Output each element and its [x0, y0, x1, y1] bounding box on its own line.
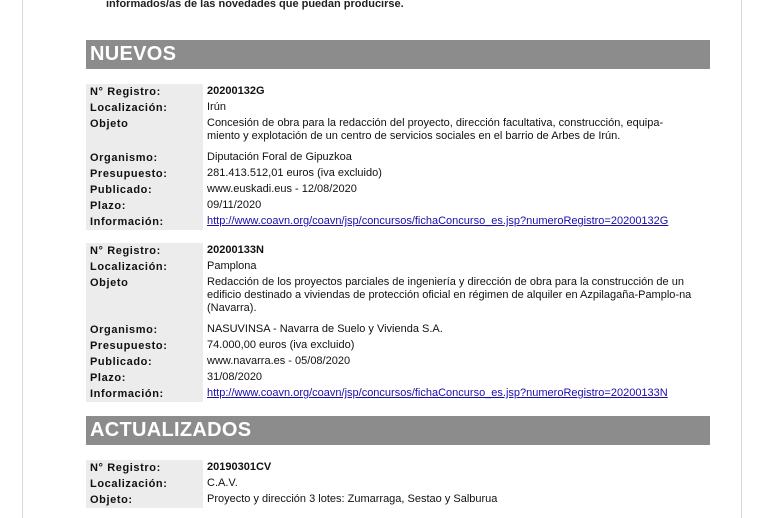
- plazo-label: Plazo:: [86, 370, 203, 386]
- organismo-value: NASUVINSA - Navarra de Suelo y Vivienda S.A.: [207, 323, 443, 335]
- localizacion-label: Localización:: [86, 476, 203, 492]
- objeto-label: Objeto: [86, 116, 203, 150]
- presupuesto-label: Presupuesto:: [86, 166, 203, 182]
- publicado-label: Publicado:: [86, 182, 203, 198]
- organismo-label: Organismo:: [86, 150, 203, 166]
- objeto-row: [86, 492, 710, 508]
- objeto-row: [86, 116, 710, 150]
- registro-label: N° Registro:: [86, 84, 203, 100]
- informacion-row: [86, 386, 710, 402]
- localizacion-label: Localización:: [86, 100, 203, 116]
- organismo-row: [86, 322, 710, 338]
- localizacion-row: [86, 476, 710, 492]
- publicado-row: [86, 182, 710, 198]
- informacion-label: Información:: [86, 386, 203, 402]
- objeto-value: Proyecto y dirección 3 lotes: Zumarraga, Sestao y Salburua: [207, 493, 498, 505]
- informacion-link[interactable]: http://www.coavn.org/coavn/jsp/concursos/fichaConcurso_es.jsp?numeroRegistro=20200133N: [207, 387, 668, 399]
- plazo-label: Plazo:: [86, 198, 203, 214]
- plazo-value: 09/11/2020: [207, 199, 262, 211]
- objeto-value: Redacción de los proyectos parciales de ingeniería y dirección de obra para la construcción de un edificio destinado a viviendas de protección oficial en régimen de alquiler en Azpilagaña-Pamplo-na (Navarra).: [207, 276, 692, 314]
- plazo-row: [86, 198, 710, 214]
- registro-value: 20200132G: [207, 85, 265, 97]
- section-title-actualizados: ACTUALIZADOS: [90, 419, 252, 441]
- record-20200133N: [86, 243, 710, 402]
- registro-row: [86, 84, 710, 100]
- section-underline: [203, 445, 710, 446]
- presupuesto-value: 74.000,00 euros (iva excluido): [207, 339, 355, 351]
- publicado-row: [86, 354, 710, 370]
- informacion-value: [203, 214, 710, 230]
- localizacion-label: Localización:: [86, 259, 203, 275]
- presupuesto-label: Presupuesto:: [86, 338, 203, 354]
- objeto-label: Objeto: [86, 275, 203, 322]
- informacion-row: [86, 214, 710, 230]
- registro-value: 20200133N: [207, 244, 264, 256]
- localizacion-value: Pamplona: [207, 260, 257, 272]
- registro-value: 20190301CV: [207, 461, 272, 473]
- section-header-nuevos: [86, 40, 710, 69]
- informacion-link[interactable]: http://www.coavn.org/coavn/jsp/concursos/fichaConcurso_es.jsp?numeroRegistro=20200132G: [207, 215, 669, 227]
- objeto-row: [86, 275, 710, 322]
- record-20190301CV: [86, 460, 710, 508]
- registro-label: N° Registro:: [86, 460, 203, 476]
- registro-row: [86, 460, 710, 476]
- presupuesto-row: [86, 338, 710, 354]
- localizacion-row: [86, 100, 710, 116]
- objeto-label: Objeto:: [86, 492, 203, 508]
- localizacion-value: C.A.V.: [207, 477, 238, 489]
- registro-label: N° Registro:: [86, 243, 203, 259]
- presupuesto-value: 281.413.512,01 euros (iva excluido): [207, 167, 382, 179]
- localizacion-value: Irún: [207, 101, 226, 113]
- publicado-value: www.navarra.es - 05/08/2020: [207, 355, 351, 367]
- record-20200132G: [86, 84, 710, 230]
- localizacion-row: [86, 259, 710, 275]
- organismo-value: Diputación Foral de Gipuzkoa: [207, 151, 352, 163]
- publicado-label: Publicado:: [86, 354, 203, 370]
- organismo-label: Organismo:: [86, 322, 203, 338]
- section-title-nuevos: NUEVOS: [90, 43, 177, 65]
- intro-text: informados/as de las novedades que puedan producirse.: [106, 0, 404, 10]
- informacion-label: Información:: [86, 214, 203, 230]
- registro-row: [86, 243, 710, 259]
- organismo-row: [86, 150, 710, 166]
- plazo-row: [86, 370, 710, 386]
- section-header-actualizados: [86, 416, 710, 445]
- section-underline: [203, 69, 710, 70]
- presupuesto-row: [86, 166, 710, 182]
- informacion-value: [203, 386, 710, 402]
- plazo-value: 31/08/2020: [207, 371, 263, 383]
- objeto-value: Concesión de obra para la redacción del proyecto, dirección facultativa, construcción, equipa-miento y explotación de un centro de servicios sociales en el barrio de Arbes de Irún.: [207, 117, 664, 142]
- publicado-value: www.euskadi.eus - 12/08/2020: [207, 183, 357, 195]
